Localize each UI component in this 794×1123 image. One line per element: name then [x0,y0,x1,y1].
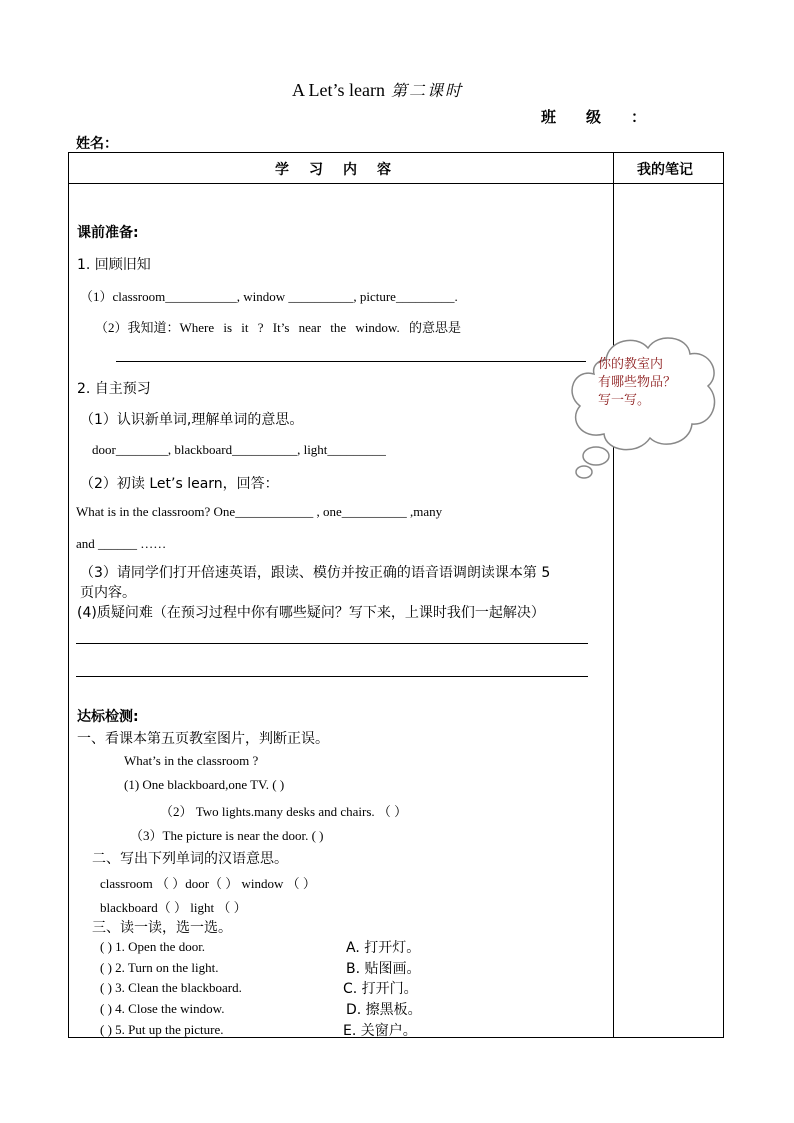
test-heading: 达标检测: [77,709,139,725]
match-answer-c: C. 打开门。 [343,981,418,997]
test-1-item-2: （2） Two lights.many desks and chairs. （ ） [160,804,408,819]
prep-2-question-cont: and ______ …… [76,536,167,551]
prep-step-1: 1. 回顾旧知 [77,257,151,273]
prep-2-1: （1）认识新单词,理解单词的意思。 [80,412,304,428]
answer-line [76,676,588,677]
prep-2-2: （2）初读 Let’s learn，回答： [80,476,279,492]
cloud-text [598,356,676,410]
match-answer-b: B. 贴图画。 [346,961,421,977]
match-question-4: ( ) 4. Close the window. [100,1001,225,1016]
prep-step-2: 2. 自主预习 [77,381,151,397]
prep-1-1: （1）classroom___________, window __________, picture_________. [80,289,458,304]
test-1-question: What’s in the classroom ? [124,753,259,768]
cloud-line-3: 写一写。 [598,393,651,408]
prep-heading: 课前准备: [77,225,139,241]
title-en: A Let’s learn [292,80,385,100]
prep-1-2: （2）我知道：Where is it ? It’s near the window. 的意思是 [95,320,461,335]
match-question-3: ( ) 3. Clean the blackboard. [100,980,242,995]
test-2-line-2: blackboard（ ） light （ ） [100,900,247,915]
test-part-1: 一、看课本第五页教室图片，判断正误。 [77,731,329,747]
name-label: 姓名： [76,136,118,152]
header-divider [68,183,724,184]
cloud-line-2: 有哪些物品？ [598,375,677,390]
cloud-line-1: 你的教室内 [598,357,664,372]
match-answer-a: A. 打开灯。 [346,940,421,956]
match-answer-d: D. 擦黑板。 [346,1002,422,1018]
title-cn: 第二课时 [390,81,463,100]
test-1-item-1: (1) One blackboard,one TV. ( ) [124,777,285,792]
prep-2-3a: （3）请同学们打开倍速英语，跟读、模仿并按正确的语音语调朗读课本第 5 [80,565,551,581]
test-2-line-1: classroom （ ）door（ ） window （ ） [100,876,316,891]
test-part-3: 三、读一读，选一选。 [92,920,232,936]
col-header-content: 学习内容 [275,162,411,178]
answer-line [76,643,588,644]
prep-2-4: (4)质疑问难（在预习过程中你有哪些疑问？写下来，上课时我们一起解决） [77,605,545,621]
class-label: 班 级 ： [541,108,647,126]
test-1-item-3: （3）The picture is near the door. ( ) [130,828,324,843]
column-divider [613,152,614,1038]
match-question-2: ( ) 2. Turn on the light. [100,960,219,975]
col-header-notes: 我的笔记 [637,162,693,178]
match-question-5: ( ) 5. Put up the picture. [100,1022,224,1037]
answer-line [116,361,586,362]
match-question-1: ( ) 1. Open the door. [100,939,206,954]
prep-2-3b: 页内容。 [80,585,136,601]
test-part-2: 二、写出下列单词的汉语意思。 [92,851,288,867]
match-answer-e: E. 关窗户。 [343,1023,417,1039]
prep-2-question: What is in the classroom? One____________ , one__________ ,many [76,504,443,519]
page-title [292,78,463,101]
prep-2-words: door________, blackboard__________, light_________ [92,442,386,457]
